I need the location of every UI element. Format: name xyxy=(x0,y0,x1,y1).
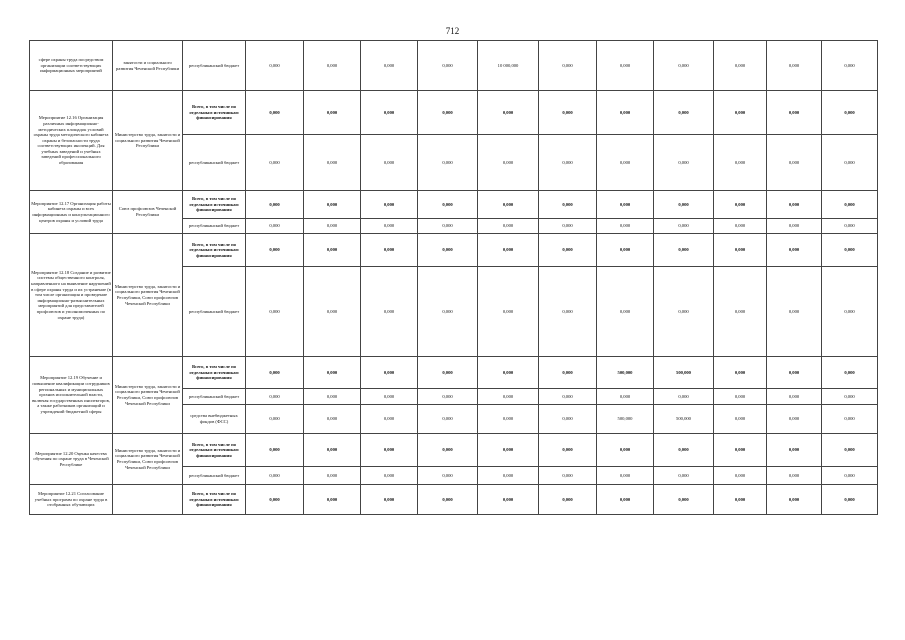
amount-cell: 0,000 xyxy=(304,267,361,357)
amount-cell: 0,000 xyxy=(539,41,597,91)
responsible-cell: Министерство труда, занятости и социального развития Чеченской Республики, Союз профсоюзов Чеченской Республики xyxy=(113,357,183,434)
budget-table xyxy=(29,40,878,515)
amount-cell: 0,000 xyxy=(539,135,597,191)
amount-cell: 0,000 xyxy=(822,267,878,357)
responsible-cell: Министерство труда, занятости и социального развития Чеченской Республики xyxy=(113,91,183,191)
amount-cell: 0,000 xyxy=(767,219,822,234)
amount-cell: 0,000 xyxy=(304,405,361,434)
amount-cell: 0,000 xyxy=(822,219,878,234)
amount-cell: 0,000 xyxy=(654,91,714,135)
amount-cell: 0,000 xyxy=(478,467,539,485)
amount-cell: 0,000 xyxy=(478,434,539,467)
amount-cell: 0,000 xyxy=(822,357,878,389)
amount-cell: 0,000 xyxy=(304,357,361,389)
amount-cell: 0,000 xyxy=(597,467,654,485)
amount-cell: 0,000 xyxy=(539,234,597,267)
amount-cell: 0,000 xyxy=(539,91,597,135)
amount-cell: 0,000 xyxy=(246,41,304,91)
amount-cell: 0,000 xyxy=(361,41,418,91)
amount-cell: 0,000 xyxy=(654,191,714,219)
amount-cell: 0,000 xyxy=(304,434,361,467)
amount-cell: 0,000 xyxy=(539,405,597,434)
amount-cell: 0,000 xyxy=(767,485,822,515)
table-row xyxy=(30,41,878,91)
table-row xyxy=(30,234,878,267)
amount-cell: 0,000 xyxy=(478,234,539,267)
amount-cell: 0,000 xyxy=(822,191,878,219)
amount-cell: 0,000 xyxy=(304,191,361,219)
amount-cell: 0,000 xyxy=(767,191,822,219)
amount-cell: 0,000 xyxy=(822,434,878,467)
amount-cell: 0,000 xyxy=(597,219,654,234)
amount-cell: 0,000 xyxy=(597,267,654,357)
amount-cell: 0,000 xyxy=(654,434,714,467)
amount-cell: 0,000 xyxy=(361,267,418,357)
amount-cell: 0,000 xyxy=(304,41,361,91)
amount-cell: 0,000 xyxy=(822,467,878,485)
amount-cell: 0,000 xyxy=(714,405,767,434)
amount-cell: 0,000 xyxy=(478,485,539,515)
amount-cell: 0,000 xyxy=(597,434,654,467)
amount-cell: 0,000 xyxy=(654,467,714,485)
event-cell: Мероприятие 12.17 Организация работы кабинета охраны и всех информационных и консультационного центров охраны и условий труда xyxy=(30,191,113,234)
amount-cell: 0,000 xyxy=(361,191,418,219)
amount-cell: 0,000 xyxy=(418,485,478,515)
table-row xyxy=(30,485,878,515)
amount-cell: 0,000 xyxy=(539,389,597,405)
table-row xyxy=(30,434,878,467)
amount-cell: 0,000 xyxy=(597,234,654,267)
amount-cell: 0,000 xyxy=(246,467,304,485)
funding-source-cell: республиканский бюджет xyxy=(183,135,246,191)
amount-cell: 0,000 xyxy=(361,389,418,405)
amount-cell: 500,000 xyxy=(654,357,714,389)
event-cell: сфере охраны труда посредством организации соответствующих информационных мероприятий xyxy=(30,41,113,91)
responsible-cell: Министерство труда, занятости и социального развития Чеченской Республики, Союз профсоюзов Чеченской Республики xyxy=(113,434,183,485)
amount-cell: 0,000 xyxy=(418,191,478,219)
amount-cell: 0,000 xyxy=(822,135,878,191)
amount-cell: 0,000 xyxy=(478,219,539,234)
amount-cell: 0,000 xyxy=(418,234,478,267)
amount-cell: 0,000 xyxy=(767,467,822,485)
amount-cell: 0,000 xyxy=(539,357,597,389)
amount-cell: 0,000 xyxy=(822,91,878,135)
amount-cell: 0,000 xyxy=(714,267,767,357)
amount-cell: 0,000 xyxy=(714,219,767,234)
amount-cell: 0,000 xyxy=(246,267,304,357)
amount-cell: 0,000 xyxy=(418,405,478,434)
amount-cell: 0,000 xyxy=(478,135,539,191)
amount-cell: 0,000 xyxy=(361,467,418,485)
amount-cell: 0,000 xyxy=(767,434,822,467)
amount-cell: 0,000 xyxy=(478,191,539,219)
funding-source-cell: республиканский бюджет xyxy=(183,41,246,91)
amount-cell: 0,000 xyxy=(246,357,304,389)
amount-cell: 0,000 xyxy=(714,135,767,191)
event-cell: Мероприятие 12.21 Согласование учебных программ по охране труда в отобранных обучающих xyxy=(30,485,113,515)
amount-cell: 0,000 xyxy=(418,357,478,389)
amount-cell: 0,000 xyxy=(714,485,767,515)
amount-cell: 0,000 xyxy=(304,219,361,234)
table-row xyxy=(30,357,878,389)
amount-cell: 0,000 xyxy=(767,135,822,191)
event-cell: Мероприятие 12.18 Создание и развитие системы общественного контроля, направленного на выявление нарушений в сфере охраны труда и их устранение (в том числе организация и проведение информационно-разъяснительных мероприятий для представителей профсоюзов и уполномоченных по охране труда) xyxy=(30,234,113,357)
responsible-cell: занятости и социального развития Чеченской Республики xyxy=(113,41,183,91)
amount-cell: 0,000 xyxy=(361,485,418,515)
amount-cell: 0,000 xyxy=(654,219,714,234)
amount-cell: 0,000 xyxy=(246,191,304,219)
event-cell: Мероприятие 12.19 Обучение и повышение квалификации сотрудников региональных и муниципальных органов исполнительной власти, включая государственных инспекторов, а также работников организаций и учреждений бюджетной сферы xyxy=(30,357,113,434)
amount-cell: 0,000 xyxy=(478,405,539,434)
amount-cell: 10 000,000 xyxy=(478,41,539,91)
amount-cell: 0,000 xyxy=(304,135,361,191)
amount-cell: 0,000 xyxy=(714,191,767,219)
amount-cell: 0,000 xyxy=(767,267,822,357)
funding-source-cell: Всего, в том числе по отдельным источникам финансирования xyxy=(183,485,246,515)
amount-cell: 500,000 xyxy=(654,405,714,434)
funding-source-cell: республиканский бюджет xyxy=(183,389,246,405)
funding-source-cell: Всего, в том числе по отдельным источникам финансирования xyxy=(183,357,246,389)
amount-cell: 0,000 xyxy=(246,485,304,515)
amount-cell: 0,000 xyxy=(767,41,822,91)
responsible-cell: Союз профсоюзов Чеченской Республики xyxy=(113,191,183,234)
amount-cell: 500,000 xyxy=(597,405,654,434)
amount-cell: 0,000 xyxy=(539,219,597,234)
amount-cell: 0,000 xyxy=(597,389,654,405)
amount-cell: 0,000 xyxy=(597,191,654,219)
amount-cell: 0,000 xyxy=(597,485,654,515)
amount-cell: 0,000 xyxy=(478,91,539,135)
amount-cell: 0,000 xyxy=(304,389,361,405)
amount-cell: 0,000 xyxy=(361,135,418,191)
amount-cell: 0,000 xyxy=(478,357,539,389)
amount-cell: 0,000 xyxy=(654,485,714,515)
amount-cell: 0,000 xyxy=(418,267,478,357)
amount-cell: 0,000 xyxy=(418,467,478,485)
amount-cell: 0,000 xyxy=(822,41,878,91)
amount-cell: 0,000 xyxy=(304,485,361,515)
amount-cell: 0,000 xyxy=(246,219,304,234)
funding-source-cell: Всего, в том числе по отдельным источникам финансирования xyxy=(183,434,246,467)
funding-source-cell: средства внебюджетных фондов (ФСС) xyxy=(183,405,246,434)
amount-cell: 0,000 xyxy=(822,234,878,267)
amount-cell: 0,000 xyxy=(418,135,478,191)
amount-cell: 0,000 xyxy=(304,91,361,135)
funding-source-cell: Всего, в том числе по отдельным источникам финансирования xyxy=(183,234,246,267)
funding-source-cell: республиканский бюджет xyxy=(183,267,246,357)
amount-cell: 0,000 xyxy=(597,91,654,135)
amount-cell: 0,000 xyxy=(478,267,539,357)
amount-cell: 0,000 xyxy=(539,191,597,219)
amount-cell: 0,000 xyxy=(767,389,822,405)
page-number: 712 xyxy=(445,26,460,36)
amount-cell: 0,000 xyxy=(361,219,418,234)
amount-cell: 0,000 xyxy=(246,434,304,467)
amount-cell: 0,000 xyxy=(597,135,654,191)
funding-source-cell: Всего, в том числе по отдельным источникам финансирования xyxy=(183,191,246,219)
amount-cell: 0,000 xyxy=(714,389,767,405)
amount-cell: 0,000 xyxy=(361,91,418,135)
responsible-cell: Министерство труда, занятости и социального развития Чеченской Республики, Союз профсоюзов Чеченской Республики xyxy=(113,234,183,357)
amount-cell: 0,000 xyxy=(539,467,597,485)
amount-cell: 0,000 xyxy=(767,91,822,135)
amount-cell: 0,000 xyxy=(539,434,597,467)
amount-cell: 0,000 xyxy=(597,41,654,91)
amount-cell: 0,000 xyxy=(418,91,478,135)
amount-cell: 0,000 xyxy=(361,405,418,434)
amount-cell: 0,000 xyxy=(246,91,304,135)
responsible-cell xyxy=(113,485,183,515)
event-cell: Мероприятие 12.20 Оценка качества обучения по охране труда в Чеченской Республике xyxy=(30,434,113,485)
amount-cell: 0,000 xyxy=(714,91,767,135)
amount-cell: 0,000 xyxy=(418,41,478,91)
amount-cell: 0,000 xyxy=(714,467,767,485)
amount-cell: 0,000 xyxy=(654,234,714,267)
amount-cell: 0,000 xyxy=(654,389,714,405)
amount-cell: 0,000 xyxy=(246,135,304,191)
funding-source-cell: Всего, в том числе по отдельным источникам финансирования xyxy=(183,91,246,135)
event-cell: Мероприятие 12.16 Организация различных информационно-методических площадок условий охраны труда методического кабинета охраны и безопасности труда соответствующих инспекций. Для учебных заведений и учебных заведений профессионального образования xyxy=(30,91,113,191)
amount-cell: 0,000 xyxy=(654,135,714,191)
amount-cell: 0,000 xyxy=(478,389,539,405)
amount-cell: 0,000 xyxy=(767,405,822,434)
amount-cell: 0,000 xyxy=(361,434,418,467)
table-row xyxy=(30,191,878,219)
amount-cell: 0,000 xyxy=(246,405,304,434)
amount-cell: 0,000 xyxy=(418,434,478,467)
amount-cell: 0,000 xyxy=(304,234,361,267)
amount-cell: 0,000 xyxy=(361,234,418,267)
amount-cell: 0,000 xyxy=(246,234,304,267)
amount-cell: 500,000 xyxy=(597,357,654,389)
amount-cell: 0,000 xyxy=(822,485,878,515)
amount-cell: 0,000 xyxy=(304,467,361,485)
funding-source-cell: республиканский бюджет xyxy=(183,467,246,485)
amount-cell: 0,000 xyxy=(539,267,597,357)
amount-cell: 0,000 xyxy=(246,389,304,405)
funding-source-cell: республиканский бюджет xyxy=(183,219,246,234)
amount-cell: 0,000 xyxy=(714,41,767,91)
table-row xyxy=(30,91,878,135)
amount-cell: 0,000 xyxy=(714,434,767,467)
amount-cell: 0,000 xyxy=(714,357,767,389)
amount-cell: 0,000 xyxy=(822,389,878,405)
amount-cell: 0,000 xyxy=(654,267,714,357)
amount-cell: 0,000 xyxy=(767,234,822,267)
amount-cell: 0,000 xyxy=(654,41,714,91)
amount-cell: 0,000 xyxy=(822,405,878,434)
amount-cell: 0,000 xyxy=(361,357,418,389)
amount-cell: 0,000 xyxy=(714,234,767,267)
amount-cell: 0,000 xyxy=(767,357,822,389)
amount-cell: 0,000 xyxy=(539,485,597,515)
amount-cell: 0,000 xyxy=(418,389,478,405)
amount-cell: 0,000 xyxy=(418,219,478,234)
